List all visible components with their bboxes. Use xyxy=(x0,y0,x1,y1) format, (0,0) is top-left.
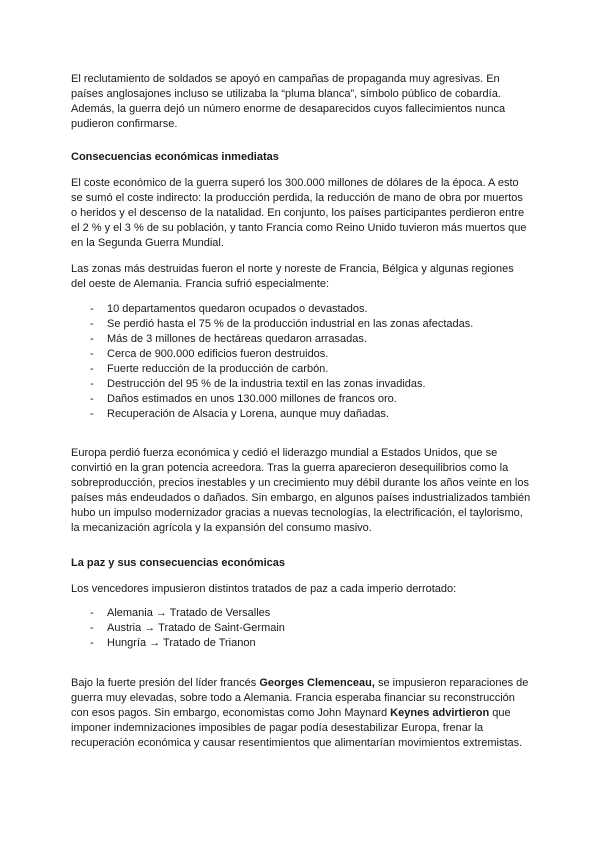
bullet-dash: - xyxy=(90,607,94,619)
bullet-dash: - xyxy=(90,333,94,345)
list-item: - 10 departamentos quedaron ocupados o devastados. xyxy=(90,303,368,315)
list-item: - Hungría → Tratado de Trianon xyxy=(90,637,256,649)
list-item: - Fuerte reducción de la producción de carbón. xyxy=(90,363,329,375)
bullet-dash: - xyxy=(90,348,94,360)
bullet-dash: - xyxy=(90,363,94,375)
heading-paz-consecuencias: La paz y sus consecuencias económicas xyxy=(71,557,285,569)
list-france-damages xyxy=(71,302,531,422)
bullet-dash: - xyxy=(90,637,94,649)
list-item: - Más de 3 millones de hectáreas quedaron arrasadas. xyxy=(90,333,367,345)
paragraph-vencedores: Los vencedores impusieron distintos tratados de paz a cada imperio derrotado: xyxy=(71,583,457,595)
list-item: - Daños estimados en unos 130.000 millones de francos oro. xyxy=(90,393,397,405)
list-item: - Se perdió hasta el 75 % de la producción industrial en las zonas afectadas. xyxy=(90,318,474,330)
paragraph-europa-perdio: Europa perdió fuerza económica y cedió el liderazgo mundial a Estados Unidos, que se convirtió en la gran potencia acreedora. Tras la guerra aparecieron desequilibrios como la sobreproducción, precios inestables y un crecimiento muy débil durante los años veinte en los países más endeudados o dañados. Sin embargo, en algunos países industrializados también hubo un impulso modernizador gracias a nuevas tecnologías, la electrificación, el taylorismo, la mecanización agrícola y la expansión del consumo masivo. xyxy=(71,447,531,534)
bullet-dash: - xyxy=(90,408,94,420)
bullet-dash: - xyxy=(90,303,94,315)
paragraph-propaganda: El reclutamiento de soldados se apoyó en campañas de propaganda muy agresivas. En países anglosajones incluso se utilizaba la “pluma blanca”, símbolo público de cobardía. Además, la guerra dejó un número enorme de desaparecidos cuyos fallecimientos nunca pudieron confirmarse. xyxy=(71,73,506,130)
paragraph-coste-economico: El coste económico de la guerra superó los 300.000 millones de dólares de la época. A esto se sumó el coste indirecto: la producción perdida, la reducción de mano de obra por muertos o heridos y el descenso de la natalidad. En conjunto, los países participantes perdieron entre el 2 % y el 3 % de su población, y tanto Francia como Reino Unido tuvieron más muertos que en la Segunda Guerra Mundial. xyxy=(71,177,527,249)
list-item: - Cerca de 900.000 edificios fueron destruidos. xyxy=(90,348,329,360)
bullet-dash: - xyxy=(90,378,94,390)
bullet-dash: - xyxy=(90,622,94,634)
bold-clemenceau: Georges Clemenceau, xyxy=(259,677,375,689)
list-item: - Austria → Tratado de Saint-Germain xyxy=(90,622,285,634)
paragraph-zonas-destruidas: Las zonas más destruidas fueron el norte y noreste de Francia, Bélgica y algunas regiones del oeste de Alemania. Francia sufrió especialmente: xyxy=(71,263,514,290)
list-item: - Recuperación de Alsacia y Lorena, aunque muy dañadas. xyxy=(90,408,389,420)
bold-keynes-advirtieron: Keynes advirtieron xyxy=(390,707,490,719)
bullet-dash: - xyxy=(90,393,94,405)
list-item: - Destrucción del 95 % de la industria textil en las zonas invadidas. xyxy=(90,378,426,390)
list-treaties xyxy=(71,606,531,651)
bullet-dash: - xyxy=(90,318,94,330)
heading-consecuencias-inmediatas: Consecuencias económicas inmediatas xyxy=(71,151,279,163)
paragraph-clemenceau-keynes: Bajo la fuerte presión del líder francés Georges Clemenceau, se impusieron reparaciones de guerra muy elevadas, sobre todo a Alemania. Francia esperaba financiar su reconstrucción con esos pagos. Sin embargo, economistas como John Maynard Keynes advirtieron que imponer indemnizaciones imposibles de pagar podía desestabilizar Europa, frenar la recuperación económica y causar resentimientos que alimentarían movimientos extremistas. xyxy=(71,677,529,749)
list-item: - Alemania → Tratado de Versalles xyxy=(90,607,271,619)
